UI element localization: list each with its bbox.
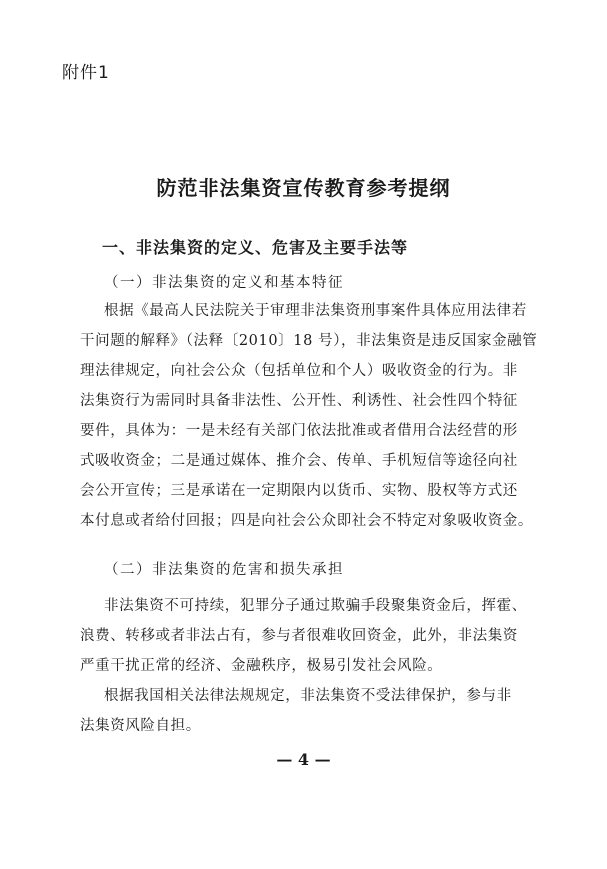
paragraph-definition: [80, 296, 536, 536]
subsection-heading-2: （二）非法集资的危害和损失承担: [104, 562, 344, 578]
paragraph-line: 法集资行为需同时具备非法性、公开性、利诱性、社会性四个特征: [80, 393, 518, 409]
paragraph-line: 根据《最高人民法院关于审理非法集资刑事案件具体应用法律若: [104, 303, 527, 319]
page-number: — 4 —: [276, 750, 331, 769]
paragraph-line: 理法律规定，向社会公众（包括单位和个人）吸收资金的行为。非: [80, 363, 518, 379]
subsection-heading-1: （一）非法集资的定义和基本特征: [104, 275, 344, 291]
paragraph-line: 非法集资不可持续，犯罪分子通过欺骗手段聚集资金后，挥霍、: [104, 598, 527, 614]
paragraph-line: 要件，具体为：一是未经有关部门依法批准或者借用合法经营的形: [80, 423, 518, 439]
paragraph-line: 式吸收资金；二是通过媒体、推介会、传单、手机短信等途径向社: [80, 453, 518, 469]
paragraph-line: 严重干扰正常的经济、金融秩序，极易引发社会风险。: [80, 658, 443, 674]
paragraph-harm: [80, 591, 536, 681]
paragraph-line: 本付息或者给付回报；四是向社会公众即社会不特定对象吸收资金。: [80, 513, 533, 529]
paragraph-liability: [80, 681, 536, 741]
document-title: 防范非法集资宣传教育参考提纲: [156, 176, 451, 200]
section-heading-1: 一、非法集资的定义、危害及主要手法等: [102, 238, 409, 257]
attachment-label: 附件1: [62, 63, 110, 83]
paragraph-line: 根据我国相关法律法规规定，非法集资不受法律保护，参与非: [104, 688, 512, 704]
paragraph-line: 干问题的解释》（法释〔2010〕18 号），非法集资是违反国家金融管: [80, 333, 538, 349]
paragraph-line: 会公开宣传；三是承诺在一定期限内以货币、实物、股权等方式还: [80, 483, 518, 499]
paragraph-line: 浪费、转移或者非法占有，参与者很难收回资金，此外，非法集资: [80, 628, 518, 644]
paragraph-line: 法集资风险自担。: [80, 718, 201, 734]
